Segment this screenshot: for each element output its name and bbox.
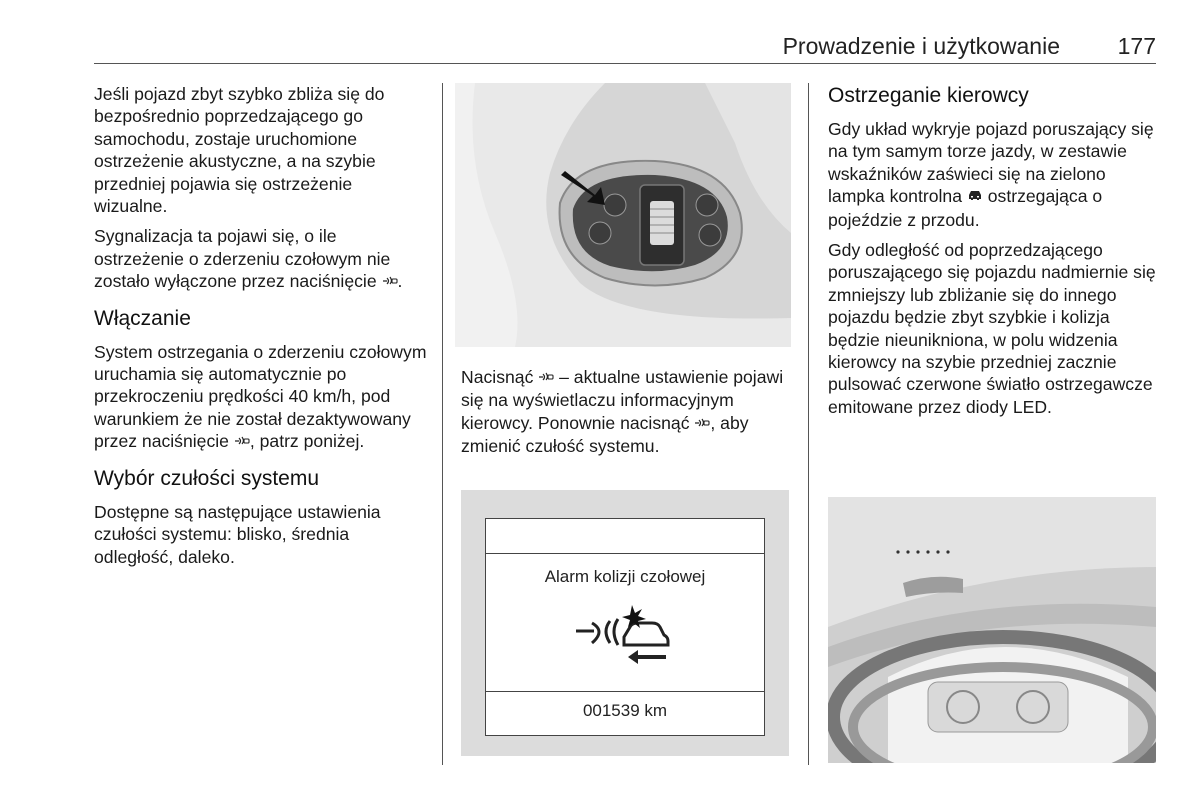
paragraph-text: Nacisnąć <box>461 367 539 387</box>
collision-alert-button-icon <box>234 431 250 453</box>
section-heading-enable: Włączanie <box>94 306 191 330</box>
paragraph-text: Gdy układ wykryje pojazd poruszający się na tym samym torze jazdy, w zestawie wskaźników zaświeci się na zielono lampka kontrolna <box>828 119 1154 207</box>
paragraph-text: , aby zmienić czułość systemu. <box>461 412 749 457</box>
paragraph-text: – aktualne ustawienie pojawi się na wyświetlaczu informacyjnym kierowcy. Ponownie nacisnąć <box>461 367 784 433</box>
windshield-led-illustration <box>828 497 1156 763</box>
header-divider <box>94 63 1156 64</box>
column-divider-1 <box>442 83 443 765</box>
paragraph <box>461 366 791 458</box>
steering-wheel-illustration <box>455 83 791 347</box>
section-heading-driver-warning: Ostrzeganie kierowcy <box>828 84 1029 107</box>
column-1 <box>94 83 429 576</box>
paragraph <box>94 225 429 293</box>
paragraph-text: Dostępne są następujące ustawienia czułości systemu: blisko, średnia odległość, daleko. <box>94 501 381 567</box>
paragraph-text: Jeśli pojazd zbyt szybko zbliża się do bezpośrednio poprzedzającego go samochodu, zostaje uruchomione ostrzeżenie akustyczne, a na szybie przedniej pojawia się ostrzeżenie wizualne. <box>94 84 385 217</box>
paragraph <box>94 83 429 217</box>
paragraph-text: Sygnalizacja ta pojawi się, o ile ostrzeżenie o zderzeniu czołowym nie zostało wyłączone przez naciśnięcie <box>94 226 391 292</box>
paragraph <box>828 118 1158 231</box>
collision-alert-button-icon <box>538 367 554 389</box>
display-divider-top <box>486 553 764 554</box>
column-2-text <box>461 366 791 466</box>
display-odometer: 001539 km <box>582 701 668 720</box>
paragraph-text: Gdy odległość od poprzedzającego poruszającego się pojazdu nadmiernie się zmniejszy lub zbliżanie się do innego pojazdu będzie zbyt szybkie i kolizja będzie nieunikniona, w polu widzenia kierowcy na szybie przedniej zacznie pulsować czerwone światło ostrzegawcze emitowane przez diody LED. <box>828 240 1156 417</box>
paragraph <box>94 501 429 568</box>
collision-alert-button-icon <box>694 413 710 435</box>
header-title: Prowadzenie i użytkowanie <box>782 33 1060 59</box>
paragraph-text: ostrzegająca o pojeździe z przodu. <box>828 186 1103 230</box>
collision-alert-button-icon <box>382 271 398 293</box>
driver-info-display-illustration <box>461 490 789 756</box>
display-title: Alarm kolizji czołowej <box>544 567 706 586</box>
paragraph <box>94 341 429 454</box>
paragraph-text: System ostrzegania o zderzeniu czołowym uruchamia się automatycznie po przekroczeniu prędkości 40 km/h, pod warunkiem że nie został dezaktywowany przez naciśnięcie <box>94 341 427 452</box>
paragraph-text: . <box>397 271 403 292</box>
display-screen <box>485 518 765 736</box>
column-3 <box>828 83 1158 426</box>
paragraph <box>828 239 1158 418</box>
vehicle-ahead-icon <box>967 186 983 208</box>
forward-collision-alert-icon <box>566 597 686 667</box>
display-divider-bottom <box>486 691 764 692</box>
section-heading-sensitivity: Wybór czułości systemu <box>94 466 320 490</box>
paragraph-text: , patrz poniżej. <box>249 431 365 452</box>
column-divider-2 <box>808 83 809 765</box>
page-number: 177 <box>1117 33 1156 59</box>
